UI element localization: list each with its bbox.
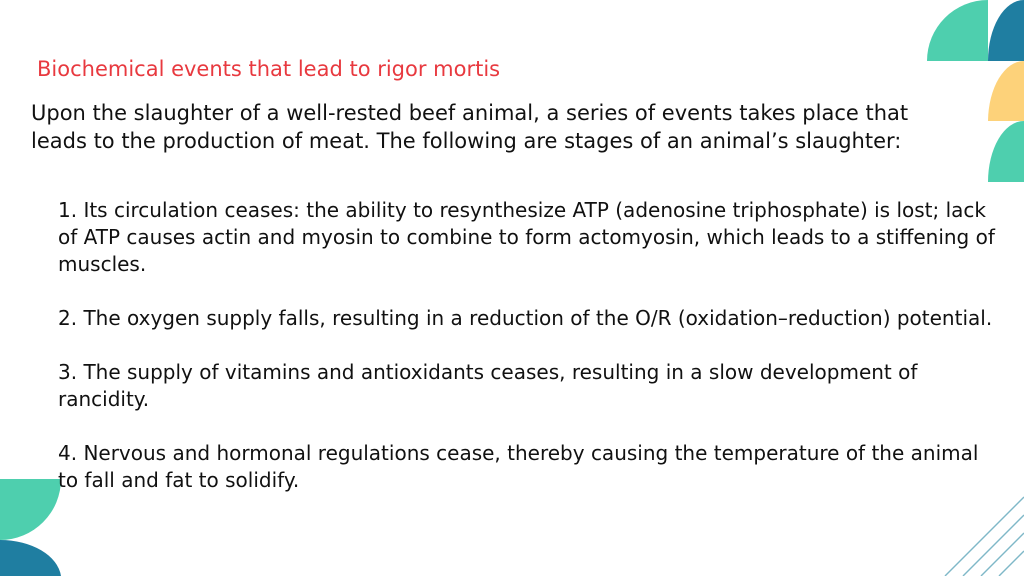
teal-quarter-circle-top <box>927 0 988 61</box>
stage-item: 4. Nervous and hormonal regulations cease, thereby causing the temperature of the animal to fall and fat to solidify. <box>58 441 979 492</box>
slide-title: Biochemical events that lead to rigor mortis <box>37 57 501 81</box>
intro-paragraph: Upon the slaughter of a well-rested beef animal, a series of events takes place that leads to the production of meat. The following are stages of an animal’s slaughter: <box>31 101 909 153</box>
blue-quarter-circle-top <box>988 0 1024 61</box>
yellow-quarter-circle <box>988 61 1024 121</box>
diagonal-lines <box>945 497 1024 576</box>
blue-quarter-circle-bottom <box>0 540 61 576</box>
stage-item: 2. The oxygen supply falls, resulting in a reduction of the O/R (oxidation–reduction) potential. <box>58 306 993 330</box>
stages-list <box>58 197 998 494</box>
stage-item: 1. Its circulation ceases: the ability to resynthesize ATP (adenosine triphosphate) is lost; lack of ATP causes actin and myosin to combine to form actomyosin, which leads to a stiffening of muscles. <box>58 198 995 276</box>
teal-quarter-circle-bottom <box>0 479 61 540</box>
stage-item: 3. The supply of vitamins and antioxidants ceases, resulting in a slow development of rancidity. <box>58 360 918 411</box>
teal-quarter-circle-right <box>988 121 1024 182</box>
